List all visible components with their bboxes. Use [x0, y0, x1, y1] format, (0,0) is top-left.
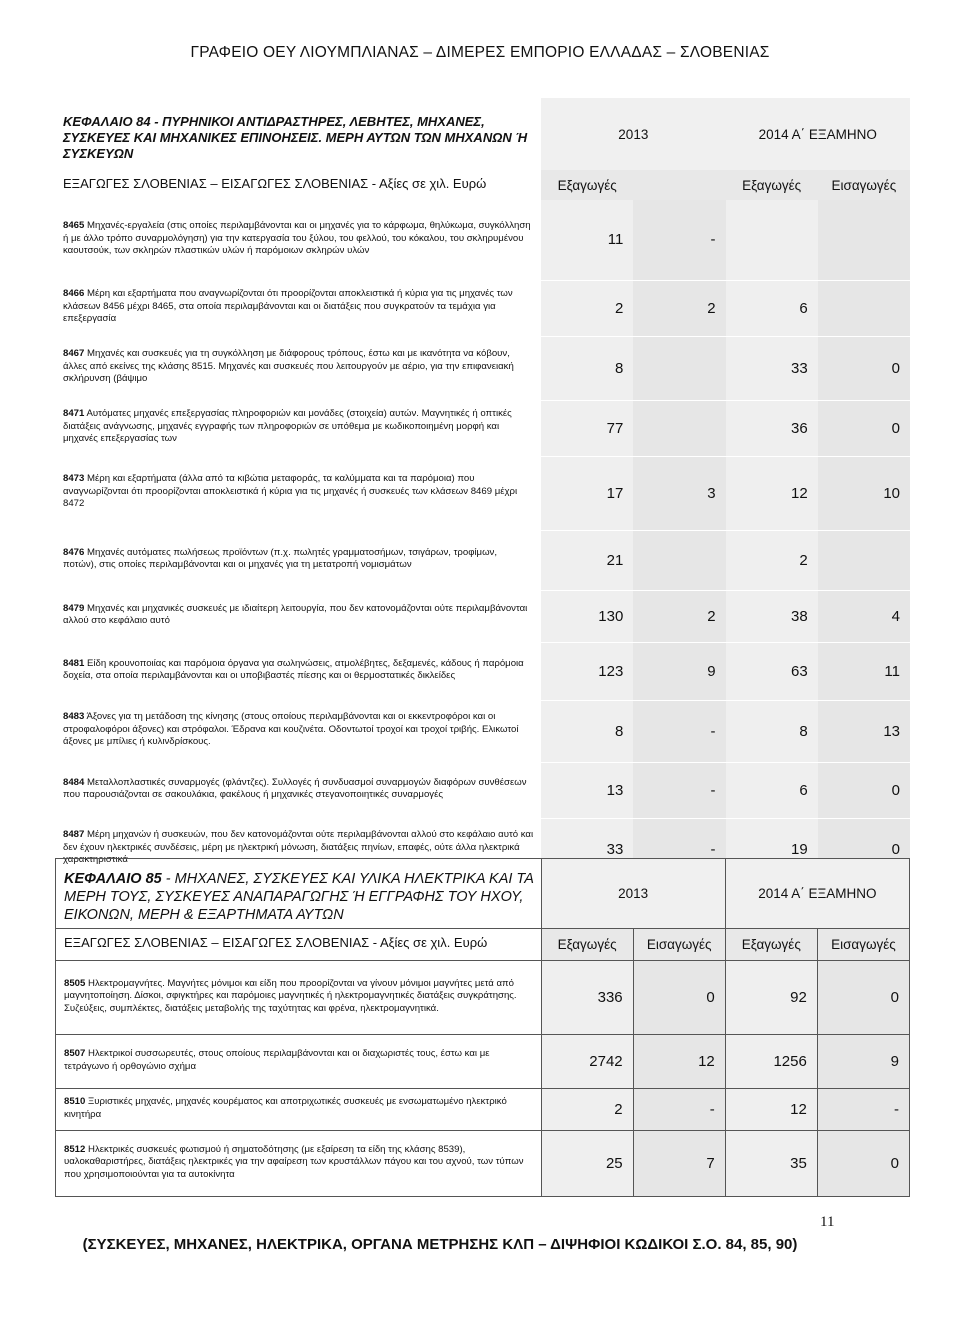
row-description: 8484 Μεταλλοπλαστικές συναρμογές (φλάντζες). Συλλογές ή συνδυασμοί συναρμογών διαφόρων συνθέσεων που παρουσιάζονται σε σακουλάκια, φακέλους ή μηχανικές στεγανοποιητικές συναρμογές [55, 762, 541, 818]
value-cell-v4: 0 [818, 818, 910, 880]
chapter-84-rows [55, 200, 910, 880]
value-cell-v3: 2 [726, 530, 818, 590]
col-imports-2014: Εισαγωγές [817, 929, 909, 961]
table-row [56, 1035, 910, 1089]
value-cell-v3: 63 [726, 642, 818, 700]
value-cell-v2: 12 [633, 1035, 725, 1089]
value-cell-v2: 7 [633, 1131, 725, 1197]
value-cell-v1: 130 [541, 590, 633, 642]
table-row [55, 642, 910, 700]
value-cell-v3: 8 [726, 700, 818, 762]
table-row [55, 700, 910, 762]
value-cell-v2: - [633, 818, 725, 880]
table-row [55, 400, 910, 456]
value-cell-v2: - [633, 700, 725, 762]
row-description: 8510 Ξυριστικές μηχανές, μηχανές κουρέματος και αποτριχωτικές συσκευές με ενσωματωμένο ηλεκτρικό κινητήρα [56, 1089, 542, 1131]
value-cell-v4: 11 [818, 642, 910, 700]
page-number: 11 [820, 1214, 835, 1230]
value-cell-v4 [818, 280, 910, 336]
value-cell-v3: 19 [726, 818, 818, 880]
value-cell-v1: 11 [541, 200, 633, 280]
value-cell-v3: 92 [725, 961, 817, 1035]
value-cell-v1: 77 [541, 400, 633, 456]
table-row [56, 1131, 910, 1197]
value-cell-v2: - [633, 200, 725, 280]
row-description: 8507 Ηλεκτρικοί συσσωρευτές, στους οποίους περιλαμβάνονται και οι διαχωριστές τους, έστω και με τετράγωνο ή ορθογώνιο σχήμα [56, 1035, 542, 1089]
value-cell-v4: 0 [818, 762, 910, 818]
value-cell-v2: 0 [633, 961, 725, 1035]
table-row [55, 590, 910, 642]
value-cell-v1: 123 [541, 642, 633, 700]
value-cell-v4: 0 [818, 400, 910, 456]
value-cell-v4: 10 [818, 456, 910, 530]
table-row [55, 200, 910, 280]
value-cell-v2: 2 [633, 280, 725, 336]
table-row [56, 1089, 910, 1131]
value-cell-v3: 33 [726, 336, 818, 400]
chapter-84-title: ΚΕΦΑΛΑΙΟ 84 - ΠΥΡΗΝΙΚΟΙ ΑΝΤΙΔΡΑΣΤΗΡΕΣ, ΛΕΒΗΤΕΣ, ΜΗΧΑΝΕΣ, ΣΥΣΚΕΥΕΣ ΚΑΙ ΜΗΧΑΝΙΚΕΣ ΕΠΙΝΟΗΣΕΙΣ. ΜΕΡΗ ΑΥΤΩΝ ΤΩΝ ΜΗΧΑΝΩΝ Ή ΣΥΣΚΕΥΩΝ [63, 114, 528, 161]
row-description: 8505 Ηλεκτρομαγνήτες. Μαγνήτες μόνιμοι και είδη που προορίζονται να γίνουν μόνιμοι μαγνήτες μετά από μαγνητοποίηση. Δίσκοι, σφιγκτήρες και παρόμοιες μαγνητικές ή ηλεκτρομαγνητικές διατάξεις συγκράτησης. Συζεύξεις, συμπλέκτες, διατάξεις μεταβολής της ταχύτητας και φρένα, ηλεκτρομαγνητικά. [56, 961, 542, 1035]
value-cell-v4 [818, 200, 910, 280]
chapter-84-subtitle: ΕΞΑΓΩΓΕΣ ΣΛΟΒΕΝΙΑΣ – ΕΙΣΑΓΩΓΕΣ ΣΛΟΒΕΝΙΑΣ - Αξίες σε χιλ. Ευρώ [63, 175, 487, 191]
chapter-85-subtitle: ΕΞΑΓΩΓΕΣ ΣΛΟΒΕΝΙΑΣ – ΕΙΣΑΓΩΓΕΣ ΣΛΟΒΕΝΙΑΣ - Αξίες σε χιλ. Ευρώ [56, 929, 542, 961]
value-cell-v4: 0 [817, 961, 909, 1035]
value-cell-v2 [633, 530, 725, 590]
value-cell-v4: 0 [817, 1131, 909, 1197]
year-2014-header: 2014 Α΄ ΕΞΑΜΗΝΟ [726, 98, 910, 170]
value-cell-v3: 12 [725, 1089, 817, 1131]
table-row [55, 456, 910, 530]
row-description: 8465 Μηχανές-εργαλεία (στις οποίες περιλαμβάνονται και οι μηχανές για το κάρφωμα, θηλύκωμα, συγκόλληση ή με άλλο τρόπο συναρμολόγηση) για την κατεργασία του ξύλου, του φελλού, του κόκαλου, του σκληρυμένου καουτσούκ, των σκληρών πλαστικών υλών ή παρόμοιων σκληρών υλών [55, 200, 541, 280]
value-cell-v1: 336 [541, 961, 633, 1035]
value-cell-v4: - [817, 1089, 909, 1131]
value-cell-v2: 3 [633, 456, 725, 530]
row-description: 8476 Μηχανές αυτόματες πωλήσεως προϊόντων (π.χ. πωλητές γραμματοσήμων, τσιγάρων, τροφίμων, ποτών), στις οποίες περιλαμβάνονται και οι μηχανές για τη μετατροπή νομισμάτων [55, 530, 541, 590]
value-cell-v1: 13 [541, 762, 633, 818]
year-2013-header: 2013 [541, 859, 725, 929]
value-cell-v1: 21 [541, 530, 633, 590]
row-description: 8487 Μέρη μηχανών ή συσκευών, που δεν κατονομάζονται ούτε περιλαμβάνονται αλλού στο κεφάλαιο αυτό και δεν έχουν ηλεκτρικές συνδέσεις, μέρη με ηλεκτρική μόνωση, διατάξεις πηνίων, επαφές, ούτε άλλα ηλεκτρικά χαρακτηριστικά [55, 818, 541, 880]
value-cell-v4 [818, 530, 910, 590]
value-cell-v2 [633, 336, 725, 400]
value-cell-v3: 36 [726, 400, 818, 456]
value-cell-v2 [633, 400, 725, 456]
value-cell-v3: 6 [726, 762, 818, 818]
value-cell-v3 [726, 200, 818, 280]
value-cell-v1: 2 [541, 1089, 633, 1131]
chapter-85-table [55, 858, 910, 1197]
value-cell-v1: 2742 [541, 1035, 633, 1089]
value-cell-v1: 17 [541, 456, 633, 530]
value-cell-v1: 8 [541, 336, 633, 400]
value-cell-v2: - [633, 762, 725, 818]
chapter-85-title: ΚΕΦΑΛΑΙΟ 85 - ΜΗΧΑΝΕΣ, ΣΥΣΚΕΥΕΣ ΚΑΙ ΥΛΙΚΑ ΗΛΕΚΤΡΙΚΑ ΚΑΙ ΤΑ ΜΕΡΗ ΤΟΥΣ, ΣΥΣΚΕΥΕΣ ΑΝΑΠΑΡΑΓΩΓΗΣ Ή ΕΓΓΡΑΦΗΣ ΤΟΥ ΗΧΟΥ, ΕΙΚΟΝΩΝ, ΜΕΡΗ & ΕΞΑΡΤΗΜΑΤΑ ΑΥΤΩΝ [56, 859, 542, 929]
value-cell-v2: 2 [633, 590, 725, 642]
value-cell-v4: 13 [818, 700, 910, 762]
row-description: 8473 Μέρη και εξαρτήματα (άλλα από τα κιβώτια μεταφοράς, τα καλύμματα και τα παρόμοια) που αναγνωρίζονται ότι προορίζονται αποκλειστικά ή κύρια για τις μηχανές ή συσκευές των κλάσεων 8469 μέχρι 8472 [55, 456, 541, 530]
value-cell-v3: 6 [726, 280, 818, 336]
value-cell-v3: 38 [726, 590, 818, 642]
col-exports-2014: Εξαγωγές [726, 170, 818, 200]
row-description: 8483 Άξονες για τη μετάδοση της κίνησης (στους οποίους περιλαμβάνονται και οι εκκεντροφόροι και οι στροφαλοφόροι άξονες) και στρόφαλοι. Έδρανα και κουζινέτα. Οδοντωτοί τροχοί και τροχοί τριβής. Ελικωτοί άξονες με μπίλιες ή κυλινδρίσκους. [55, 700, 541, 762]
row-description: 8466 Μέρη και εξαρτήματα που αναγνωρίζονται ότι προορίζονται αποκλειστικά ή κύρια για τις μηχανές των κλάσεων 8456 μέχρι 8465, στα οποία περιλαμβάνονται και οι διατάξεις που συγκρατούν τα τεμάχια για επεξεργασία [55, 280, 541, 336]
value-cell-v1: 33 [541, 818, 633, 880]
value-cell-v3: 12 [726, 456, 818, 530]
page-header: ΓΡΑΦΕΙΟ ΟΕΥ ΛΙΟΥΜΠΛΙΑΝΑΣ – ΔΙΜΕΡΕΣ ΕΜΠΟΡΙΟ ΕΛΛΑΔΑΣ – ΣΛΟΒΕΝΙΑΣ [190, 44, 770, 61]
row-description: 8471 Αυτόματες μηχανές επεξεργασίας πληροφοριών και μονάδες (στοιχεία) αυτών. Μαγνητικές ή οπτικές διατάξεις ανάγνωσης, μηχανές εγγραφής των πληροφοριών σε υπόθεμα με κωδικοποιημένη μορφή και μηχανές επεξεργασίας των [55, 400, 541, 456]
value-cell-v1: 2 [541, 280, 633, 336]
col-exports-2013: Εξαγωγές [541, 170, 633, 200]
value-cell-v2: 9 [633, 642, 725, 700]
year-2014-header: 2014 Α΄ ΕΞΑΜΗΝΟ [725, 859, 909, 929]
table-row [55, 336, 910, 400]
col-imports-2014: Εισαγωγές [818, 170, 910, 200]
row-description: 8479 Μηχανές και μηχανικές συσκευές με ιδιαίτερη λειτουργία, που δεν κατονομάζονται ούτε περιλαμβάνονται αλλού στο κεφάλαιο αυτό [55, 590, 541, 642]
value-cell-v4: 4 [818, 590, 910, 642]
value-cell-v1: 8 [541, 700, 633, 762]
col-imports-2013 [633, 170, 725, 200]
col-exports-2014: Εξαγωγές [725, 929, 817, 961]
row-description: 8512 Ηλεκτρικές συσκευές φωτισμού ή σηματοδότησης (με εξαίρεση τα είδη της κλάσης 8539), υαλοκαθαριστήρες, διατάξεις ηλεκτρικές για την αφαίρεση των κρυστάλλων πάγου και του αχνού, των τύπων που χρησιμοποιούνται για τα αυτοκίνητα [56, 1131, 542, 1197]
value-cell-v3: 1256 [725, 1035, 817, 1089]
chapter-85-rows [56, 961, 910, 1197]
table-row [55, 530, 910, 590]
value-cell-v4: 9 [817, 1035, 909, 1089]
chapter-84-table [55, 98, 910, 881]
value-cell-v3: 35 [725, 1131, 817, 1197]
table-row [56, 961, 910, 1035]
value-cell-v4: 0 [818, 336, 910, 400]
row-description: 8481 Είδη κρουνοποιίας και παρόμοια όργανα για σωληνώσεις, ατμολέβητες, δεξαμενές, κάδους ή παρόμοια δοχεία, στα οποία περιλαμβάνονται και οι υποβιβαστές πίεσης και οι θερμοστατικές δικλείδες [55, 642, 541, 700]
col-imports-2013: Εισαγωγές [633, 929, 725, 961]
value-cell-v1: 25 [541, 1131, 633, 1197]
col-exports-2013: Εξαγωγές [541, 929, 633, 961]
row-description: 8467 Μηχανές και συσκευές για τη συγκόλληση με διάφορους τρόπους, έστω και με ικανότητα να κόβουν, άλλες από εκείνες της κλάσης 8515. Μηχανές και συσκευές που λειτουργούν με αέριο, για την επιφανειακή σκλήρυνση (βάψιμο [55, 336, 541, 400]
page-footer: (ΣΥΣΚΕΥΕΣ, ΜΗΧΑΝΕΣ, ΗΛΕΚΤΡΙΚΑ, ΟΡΓΑΝΑ ΜΕΤΡΗΣΗΣ ΚΛΠ – ΔΙΨΗΦΙΟΙ ΚΩΔΙΚΟΙ Σ.Ο. 84, 85, 90) [82, 1236, 798, 1253]
table-row [55, 762, 910, 818]
value-cell-v2: - [633, 1089, 725, 1131]
year-2013-header: 2013 [541, 98, 725, 170]
table-row [55, 280, 910, 336]
